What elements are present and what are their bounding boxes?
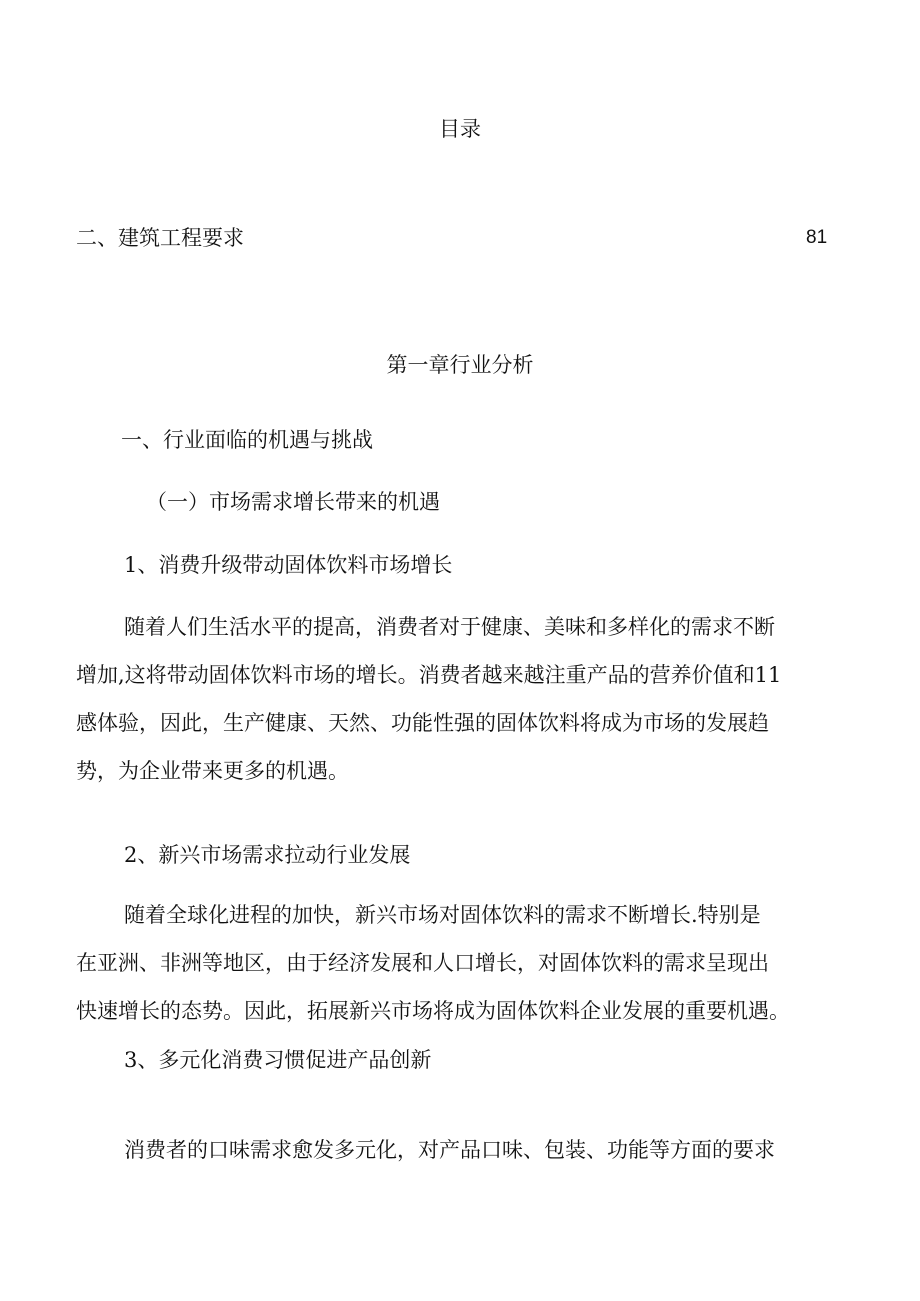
item-heading-2: 2、新兴市场需求拉动行业发展 xyxy=(124,843,411,867)
paragraph-line: 增加,这将带动固体饮料市场的增长。消费者越来越注重产品的营养价值和11 xyxy=(76,663,782,687)
toc-title: 目录 xyxy=(439,117,481,141)
toc-entry-page-number[interactable]: 81 xyxy=(806,227,828,248)
chapter-title: 第一章行业分析 xyxy=(386,353,534,377)
section-heading: 一、行业面临的机遇与挑战 xyxy=(121,428,373,452)
paragraph-line: 消费者的口味需求愈发多元化，对产品口味、包装、功能等方面的要求 xyxy=(124,1138,775,1162)
paragraph-line: 感体验，因此，生产健康、天然、功能性强的固体饮料将成为市场的发展趋 xyxy=(76,711,769,735)
paragraph-line: 快速增长的态势。因此，拓展新兴市场将成为固体饮料企业发展的重要机遇。 xyxy=(76,999,790,1023)
paragraph-line: 随着全球化进程的加快，新兴市场对固体饮料的需求不断增长.特别是 xyxy=(124,903,761,927)
paragraph-line: 随着人们生活水平的提高，消费者对于健康、美味和多样化的需求不断 xyxy=(124,615,775,639)
subsection-heading: （一）市场需求增长带来的机遇 xyxy=(146,490,440,514)
toc-entry-label[interactable]: 二、建筑工程要求 xyxy=(76,226,244,250)
paragraph-line: 在亚洲、非洲等地区，由于经济发展和人口增长，对固体饮料的需求呈现出 xyxy=(76,951,769,975)
paragraph-line: 势，为企业带来更多的机遇。 xyxy=(76,759,349,783)
item-heading-3: 3、多元化消费习惯促进产品创新 xyxy=(124,1048,432,1072)
item-heading-1: 1、消费升级带动固体饮料市场增长 xyxy=(124,553,453,577)
